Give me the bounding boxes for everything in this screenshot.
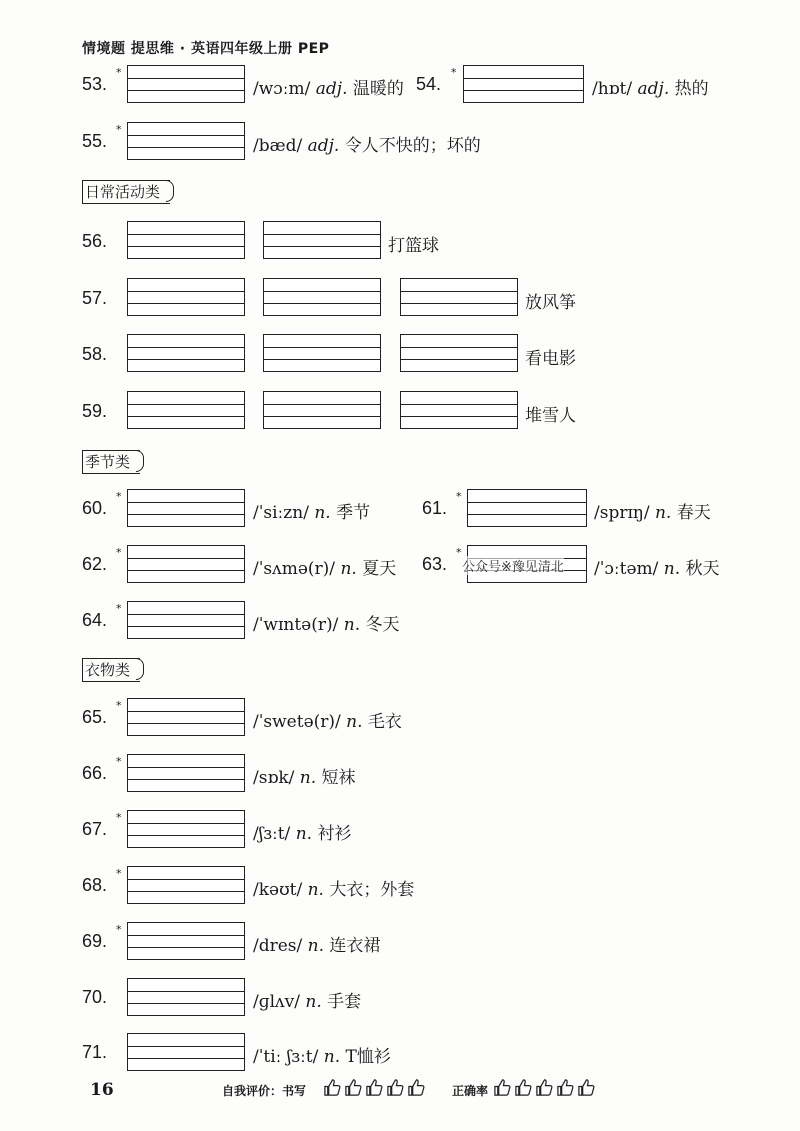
answer-box[interactable] — [127, 122, 245, 160]
item-number: 61. — [422, 498, 448, 518]
item-number: 59. — [82, 401, 108, 421]
star-icon: * — [116, 602, 122, 615]
phonetic-definition: /ʃɜːt/ n. 衬衫 — [253, 824, 352, 844]
phonetic-definition: /bæd/ adj. 令人不快的；坏的 — [253, 136, 481, 156]
phonetic-definition: /sprɪŋ/ n. 春天 — [594, 503, 711, 523]
star-icon: * — [116, 490, 122, 503]
page-number: 16 — [90, 1080, 114, 1100]
thumbs-up-icon[interactable] — [323, 1078, 342, 1097]
star-icon: * — [116, 699, 122, 712]
thumbs-up-icon[interactable] — [365, 1078, 384, 1097]
item-number: 53. — [82, 74, 108, 94]
phonetic-definition: /hɒt/ adj. 热的 — [592, 79, 709, 99]
accuracy-rating — [493, 1078, 596, 1097]
star-icon: * — [116, 66, 122, 79]
answer-box[interactable] — [127, 489, 245, 527]
answer-box[interactable] — [400, 334, 518, 372]
writing-rating — [323, 1078, 426, 1097]
item-number: 58. — [82, 344, 108, 364]
answer-box[interactable] — [127, 391, 245, 429]
answer-box[interactable] — [127, 754, 245, 792]
star-icon: * — [456, 546, 462, 559]
page-header: 情境题 提思维 · 英语四年级上册 PEP — [82, 41, 330, 57]
phonetic-definition: /ˈtiː ʃɜːt/ n. T恤衫 — [253, 1047, 391, 1067]
phonetic-definition: /ˈwɪntə(r)/ n. 冬天 — [253, 615, 400, 635]
item-number: 56. — [82, 231, 108, 251]
answer-box[interactable] — [263, 334, 381, 372]
item-number: 57. — [82, 288, 108, 308]
answer-box[interactable] — [127, 334, 245, 372]
answer-box[interactable] — [400, 391, 518, 429]
item-number: 68. — [82, 875, 108, 895]
section-label-daily: 日常活动类 — [82, 180, 170, 204]
accuracy-label: 正确率 — [452, 1084, 489, 1098]
answer-box[interactable] — [400, 278, 518, 316]
answer-box[interactable] — [263, 221, 381, 259]
section-label-season: 季节类 — [82, 450, 140, 474]
item-number: 55. — [82, 131, 108, 151]
answer-box[interactable] — [127, 601, 245, 639]
answer-box[interactable] — [127, 65, 245, 103]
answer-box[interactable] — [127, 545, 245, 583]
answer-box[interactable] — [127, 978, 245, 1016]
thumbs-up-icon[interactable] — [535, 1078, 554, 1097]
answer-box[interactable] — [127, 866, 245, 904]
phonetic-definition: /kəʊt/ n. 大衣；外套 — [253, 880, 415, 900]
item-number: 60. — [82, 498, 108, 518]
thumbs-up-icon[interactable] — [556, 1078, 575, 1097]
answer-box[interactable] — [127, 278, 245, 316]
answer-box[interactable] — [127, 698, 245, 736]
star-icon: * — [116, 867, 122, 880]
answer-box[interactable] — [127, 221, 245, 259]
star-icon: * — [451, 66, 457, 79]
phonetic-definition: /ˈswetə(r)/ n. 毛衣 — [253, 712, 402, 732]
item-number: 71. — [82, 1042, 108, 1062]
section-label-clothes: 衣物类 — [82, 658, 140, 682]
answer-box[interactable] — [263, 278, 381, 316]
star-icon: * — [116, 755, 122, 768]
item-number: 66. — [82, 763, 108, 783]
phonetic-definition: /wɔːm/ adj. 温暖的 — [253, 79, 404, 99]
phonetic-definition: /sɒk/ n. 短袜 — [253, 768, 356, 788]
item-number: 70. — [82, 987, 108, 1007]
phonetic-definition: /ˈsiːzn/ n. 季节 — [253, 503, 371, 523]
item-number: 69. — [82, 931, 108, 951]
star-icon: * — [116, 546, 122, 559]
watermark-text: 公众号※豫见清北 — [462, 556, 564, 575]
phrase-meaning: 堆雪人 — [525, 406, 576, 426]
phonetic-definition: /ɡlʌv/ n. 手套 — [253, 992, 362, 1012]
thumbs-up-icon[interactable] — [577, 1078, 596, 1097]
phrase-meaning: 打篮球 — [388, 236, 439, 256]
self-eval-label: 自我评价：书写 — [222, 1084, 307, 1098]
star-icon: * — [116, 923, 122, 936]
thumbs-up-icon[interactable] — [407, 1078, 426, 1097]
phonetic-definition: /ˈsʌmə(r)/ n. 夏天 — [253, 559, 397, 579]
answer-box[interactable] — [263, 391, 381, 429]
thumbs-up-icon[interactable] — [344, 1078, 363, 1097]
phonetic-definition: /ˈɔːtəm/ n. 秋天 — [594, 559, 720, 579]
item-number: 65. — [82, 707, 108, 727]
phrase-meaning: 看电影 — [525, 349, 576, 369]
answer-box[interactable] — [127, 810, 245, 848]
item-number: 67. — [82, 819, 108, 839]
star-icon: * — [456, 490, 462, 503]
phrase-meaning: 放风筝 — [525, 293, 576, 313]
phonetic-definition: /dres/ n. 连衣裙 — [253, 936, 381, 956]
thumbs-up-icon[interactable] — [493, 1078, 512, 1097]
item-number: 64. — [82, 610, 108, 630]
answer-box[interactable] — [467, 489, 587, 527]
item-number: 62. — [82, 554, 108, 574]
item-number: 54. — [416, 74, 442, 94]
star-icon: * — [116, 123, 122, 136]
thumbs-up-icon[interactable] — [514, 1078, 533, 1097]
answer-box[interactable] — [127, 922, 245, 960]
answer-box[interactable] — [127, 1033, 245, 1071]
item-number: 63. — [422, 554, 448, 574]
thumbs-up-icon[interactable] — [386, 1078, 405, 1097]
answer-box[interactable] — [463, 65, 584, 103]
star-icon: * — [116, 811, 122, 824]
